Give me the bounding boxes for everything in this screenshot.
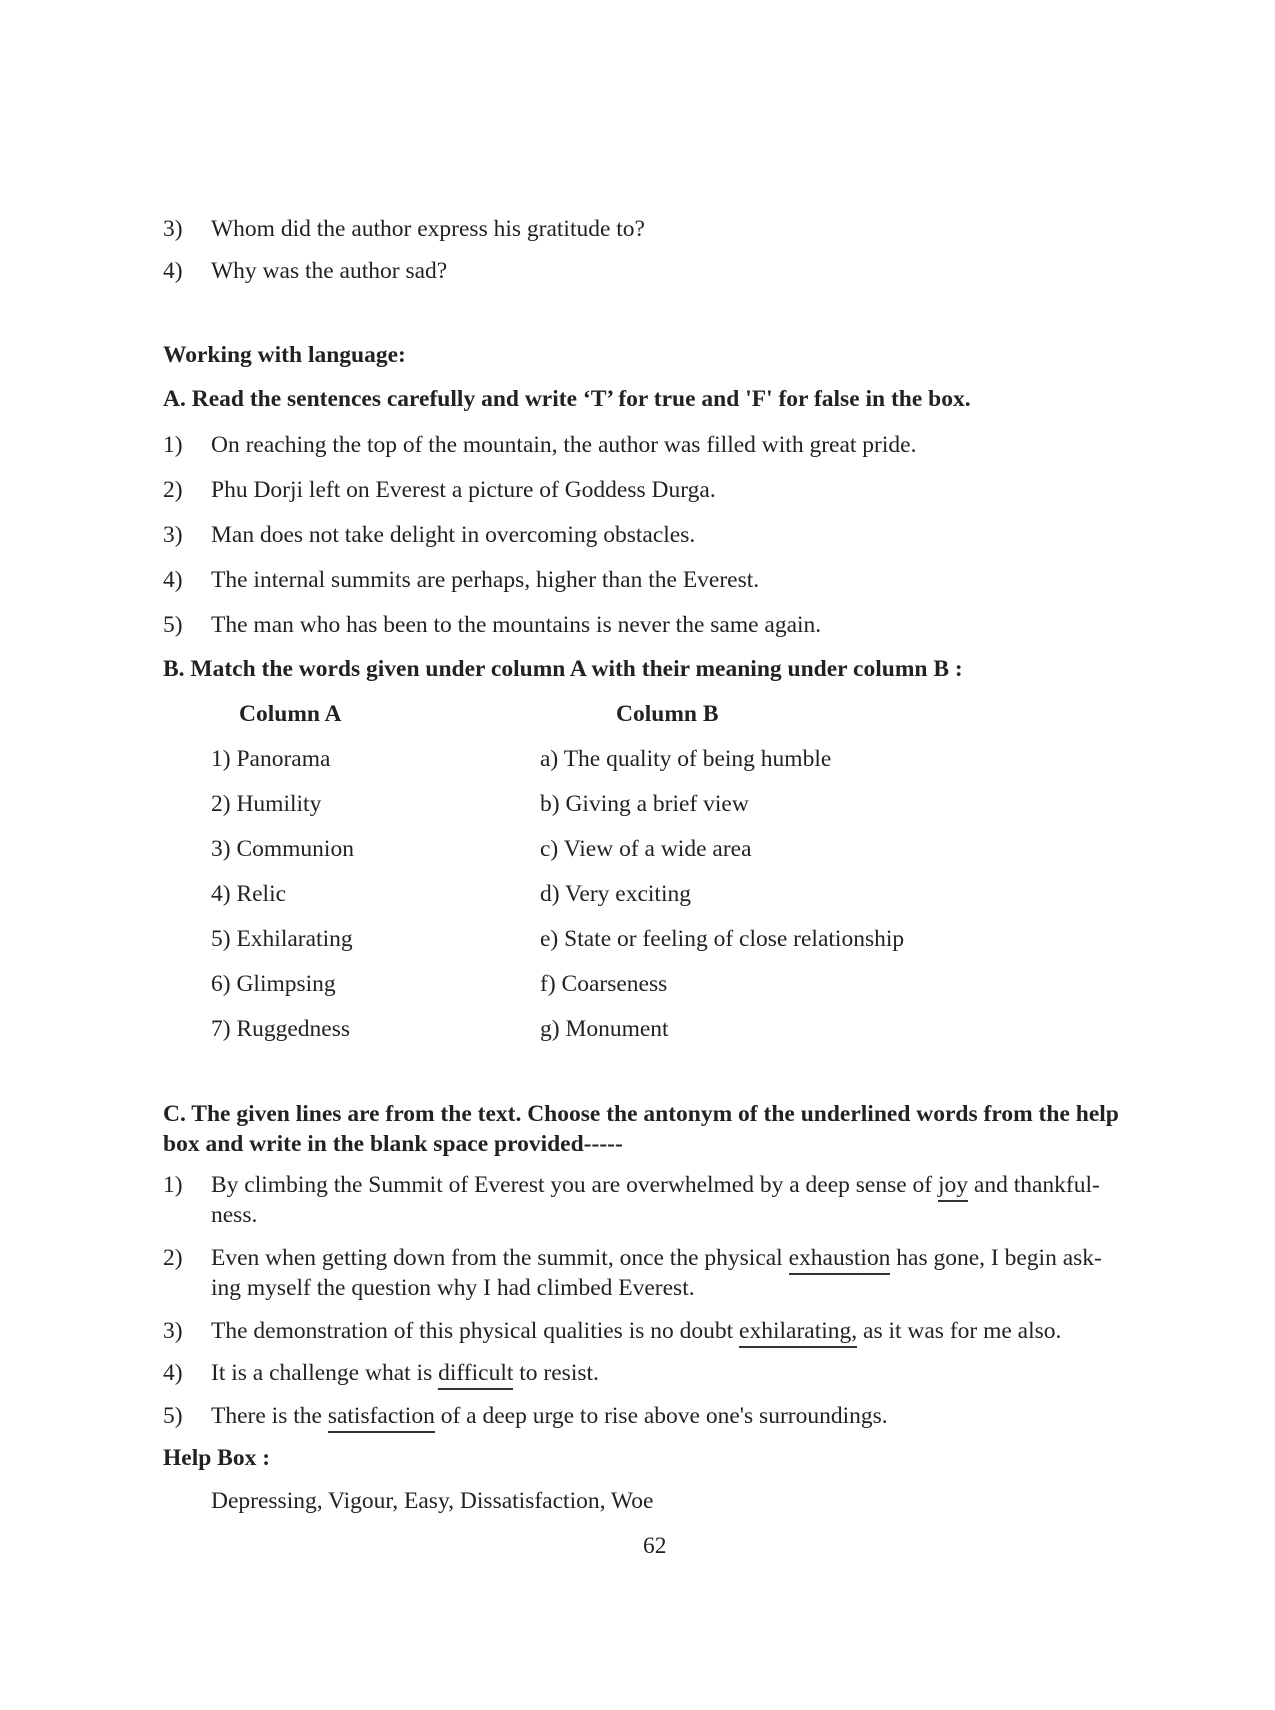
underlined-word: joy [938,1173,968,1202]
list-item-continuation: ing myself the question why I had climbed Everest. [211,1275,695,1301]
column-a-item: 7) Ruggedness [211,1016,351,1042]
list-item-number: 3) [163,1318,183,1344]
list-item-text: Phu Dorji left on Everest a picture of Goddess Durga. [211,477,716,503]
list-item-text: The man who has been to the mountains is never the same again. [211,612,822,638]
column-b-item: b) Giving a brief view [540,791,749,817]
column-a-item: 1) Panorama [211,746,331,772]
column-b-item: f) Coarseness [540,971,668,997]
list-item-continuation: ness. [211,1202,258,1228]
list-item-number: 4) [163,1360,183,1386]
question-text: Why was the author sad? [211,258,448,284]
underlined-word: difficult [438,1361,513,1390]
list-item-text: On reaching the top of the mountain, the author was filled with great pride. [211,432,917,458]
page-number: 62 [643,1533,667,1559]
column-b-item: g) Monument [540,1016,669,1042]
underlined-word: exhaustion [789,1246,891,1275]
column-b-item: a) The quality of being humble [540,746,832,772]
underlined-word: exhilarating, [739,1319,857,1348]
list-item-number: 2) [163,477,183,503]
list-item-number: 1) [163,432,183,458]
list-item-text: By climbing the Summit of Everest you are overwhelmed by a deep sense of joy and thankful- [211,1172,1100,1202]
help-box-label: Help Box : [163,1445,271,1471]
help-box-words: Depressing, Vigour, Easy, Dissatisfaction, Woe [211,1488,654,1514]
section-b-heading: B. Match the words given under column A with their meaning under column B : [163,656,963,682]
underlined-word: satisfaction [328,1404,435,1433]
section-a-heading: A. Read the sentences carefully and write ‘T’ for true and 'F' for false in the box. [163,386,971,412]
list-item-number: 4) [163,567,183,593]
question-text: Whom did the author express his gratitude to? [211,216,645,242]
column-a-item: 3) Communion [211,836,354,862]
question-number: 4) [163,258,183,284]
column-b-item: d) Very exciting [540,881,691,907]
column-b-item: c) View of a wide area [540,836,752,862]
question-number: 3) [163,216,183,242]
list-item-text: There is the satisfaction of a deep urge to rise above one's surroundings. [211,1403,888,1433]
list-item-text: The demonstration of this physical qualities is no doubt exhilarating, as it was for me also. [211,1318,1061,1348]
list-item-number: 5) [163,612,183,638]
column-a-item: 6) Glimpsing [211,971,336,997]
list-item-number: 2) [163,1245,183,1271]
list-item-text: It is a challenge what is difficult to resist. [211,1360,599,1390]
column-a-item: 2) Humility [211,791,322,817]
list-item-number: 5) [163,1403,183,1429]
column-a-item: 4) Relic [211,881,287,907]
list-item-text: The internal summits are perhaps, higher than the Everest. [211,567,760,593]
section-c-heading: C. The given lines are from the text. Choose the antonym of the underlined words from the help [163,1101,1119,1127]
list-item-text: Man does not take delight in overcoming obstacles. [211,522,696,548]
column-b-item: e) State or feeling of close relationship [540,926,905,952]
column-a-item: 5) Exhilarating [211,926,353,952]
list-item-number: 3) [163,522,183,548]
working-heading: Working with language: [163,342,406,368]
list-item-number: 1) [163,1172,183,1198]
list-item-text: Even when getting down from the summit, once the physical exhaustion has gone, I begin ask- [211,1245,1102,1275]
section-c-heading: box and write in the blank space provided----- [163,1131,623,1157]
column-a-header: Column A [239,701,342,727]
column-b-header: Column B [616,701,719,727]
